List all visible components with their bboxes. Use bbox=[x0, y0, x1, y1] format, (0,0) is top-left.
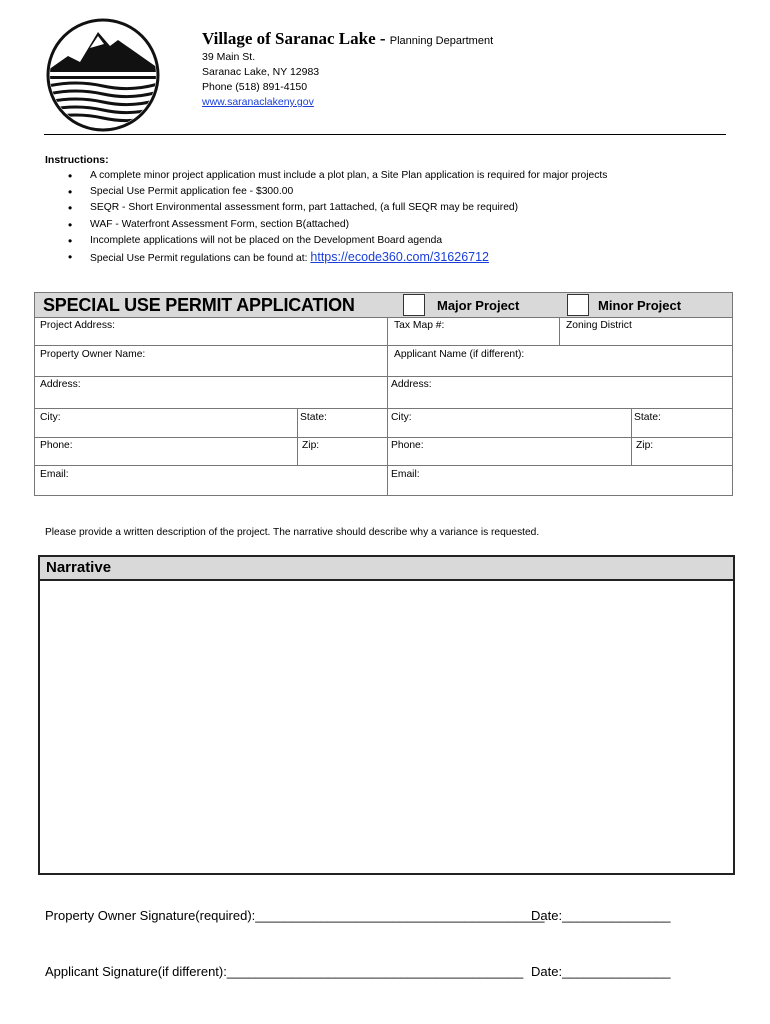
row-divider bbox=[35, 376, 732, 377]
narrative-title: Narrative bbox=[46, 559, 112, 576]
instruction-item: • SEQR - Short Environmental assessment form, part 1attached, (a full SEQR may be required) bbox=[68, 200, 607, 216]
applicant-date-line[interactable]: Date:_______________ bbox=[531, 964, 671, 979]
instruction-item: • Special Use Permit regulations can be found at: https://ecode360.com/31626712 bbox=[68, 249, 607, 265]
street-address: 39 Main St. bbox=[202, 51, 256, 63]
instruction-item: • A complete minor project application must include a plot plan, a Site Plan application is required for major projects bbox=[68, 168, 607, 184]
instruction-item: • WAF - Waterfront Assessment Form, section B(attached) bbox=[68, 217, 607, 233]
applicant-name-field[interactable]: Applicant Name (if different): bbox=[394, 349, 525, 360]
owner-name-field[interactable]: Property Owner Name: bbox=[40, 349, 146, 360]
narrative-header bbox=[40, 557, 733, 581]
minor-project-checkbox[interactable] bbox=[567, 294, 589, 316]
column-divider bbox=[631, 408, 632, 465]
website-link[interactable]: www.saranaclakeny.gov bbox=[202, 96, 314, 108]
row-divider bbox=[35, 465, 732, 466]
row-divider bbox=[35, 408, 732, 409]
applicant-state-field[interactable]: State: bbox=[634, 412, 661, 423]
minor-project-label: Minor Project bbox=[598, 298, 682, 313]
applicant-signature-line[interactable]: Applicant Signature(if different):_________________________________________ bbox=[45, 964, 524, 979]
project-address-field[interactable]: Project Address: bbox=[40, 320, 115, 331]
owner-address-field[interactable]: Address: bbox=[40, 379, 81, 390]
description-prompt: Please provide a written description of the project. The narrative should describe why a variance is requested. bbox=[45, 527, 540, 538]
column-divider bbox=[297, 408, 298, 465]
applicant-zip-field[interactable]: Zip: bbox=[636, 440, 654, 451]
form-title: SPECIAL USE PERMIT APPLICATION bbox=[43, 295, 355, 315]
major-project-checkbox[interactable] bbox=[403, 294, 425, 316]
header-divider bbox=[44, 134, 726, 135]
dept-name: Planning Department bbox=[389, 35, 494, 47]
phone-number: Phone (518) 891-4150 bbox=[202, 81, 308, 93]
owner-date-line[interactable]: Date:_______________ bbox=[531, 908, 671, 923]
column-divider bbox=[387, 317, 388, 495]
city-state-zip: Saranac Lake, NY 12983 bbox=[202, 66, 320, 78]
applicant-phone-field[interactable]: Phone: bbox=[391, 440, 424, 451]
row-divider bbox=[35, 437, 732, 438]
instructions-list bbox=[68, 168, 607, 265]
instruction-item: • Incomplete applications will not be placed on the Development Board agenda bbox=[68, 233, 607, 249]
village-logo bbox=[46, 18, 160, 132]
org-name: Village of Saranac Lake - bbox=[202, 29, 386, 48]
major-project-label: Major Project bbox=[437, 298, 520, 313]
narrative-box[interactable] bbox=[38, 555, 735, 875]
owner-signature-line[interactable]: Property Owner Signature(required):________________________________________ bbox=[45, 908, 545, 923]
instruction-item: • Special Use Permit application fee - $300.00 bbox=[68, 184, 607, 200]
org-title bbox=[202, 29, 493, 49]
applicant-address-field[interactable]: Address: bbox=[391, 379, 432, 390]
owner-email-field[interactable]: Email: bbox=[40, 469, 69, 480]
zoning-district-field[interactable]: Zoning District bbox=[566, 320, 632, 331]
owner-zip-field[interactable]: Zip: bbox=[302, 440, 320, 451]
applicant-city-field[interactable]: City: bbox=[391, 412, 412, 423]
instructions-heading: Instructions: bbox=[45, 154, 109, 166]
column-divider bbox=[559, 317, 560, 345]
application-form bbox=[34, 292, 733, 496]
applicant-email-field[interactable]: Email: bbox=[391, 469, 420, 480]
owner-phone-field[interactable]: Phone: bbox=[40, 440, 73, 451]
tax-map-field[interactable]: Tax Map #: bbox=[394, 320, 445, 331]
ecode-link[interactable]: https://ecode360.com/31626712 bbox=[310, 249, 489, 264]
owner-state-field[interactable]: State: bbox=[300, 412, 327, 423]
owner-city-field[interactable]: City: bbox=[40, 412, 61, 423]
row-divider bbox=[35, 345, 732, 346]
